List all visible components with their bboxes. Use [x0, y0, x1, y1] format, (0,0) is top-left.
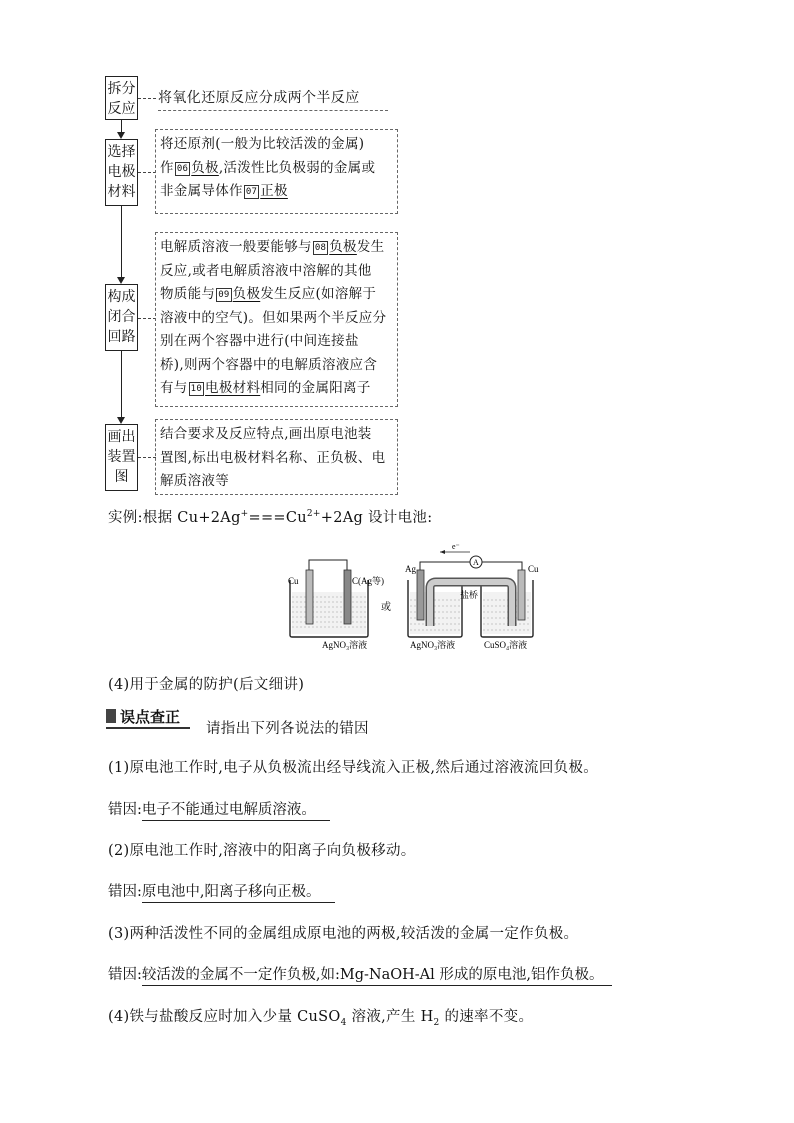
label-agno3-mid: AgNO₃溶液 [410, 640, 456, 650]
error-reason: 电子不能通过电解质溶液。 [142, 802, 330, 821]
arrow-down-icon [117, 277, 125, 284]
label-cu-left: Cu [288, 576, 299, 586]
desc-text-line [160, 180, 393, 204]
error-answer-2 [108, 880, 335, 901]
step-closed-circuit [105, 284, 138, 351]
desc-text-line [160, 236, 393, 260]
label-cu-right: Cu [528, 564, 539, 574]
step-line: 图 [114, 469, 129, 485]
desc-electrode [155, 129, 398, 214]
question-text: (4)铁与盐酸反应时加入少量 CuSO [108, 1009, 341, 1025]
battery-apparatus-diagram [280, 540, 550, 655]
label-electron: e⁻ [452, 542, 460, 551]
step-line: 装置 [107, 449, 136, 465]
flow-connector [121, 351, 122, 417]
example-text: ===Cu [248, 510, 307, 526]
answer-text: 正极 [260, 183, 288, 199]
desc-text: 桥),则两个容器中的电解质溶液应含 [160, 356, 378, 373]
step-line: 构成 [107, 289, 136, 305]
error-reason: 原电池中,阳离子移向正极。 [142, 884, 335, 903]
ammeter-icon: A [473, 558, 479, 567]
superscript: 2+ [306, 509, 321, 520]
desc-text-line [160, 377, 393, 401]
example-line [108, 506, 432, 527]
step-choose-electrode [105, 139, 138, 206]
desc-text: ,活泼性比负极弱的金属或 [218, 159, 376, 176]
desc-text: 电解质溶液一般要能够与 [160, 239, 312, 255]
label-agno3-left: AgNO₃溶液 [322, 640, 368, 650]
blank-number: 09 [218, 290, 230, 300]
desc-text: 发生 [356, 239, 385, 255]
section-marker-icon [106, 709, 116, 723]
desc-text: 非金属导体作 [160, 183, 243, 199]
step-line: 回路 [107, 329, 136, 345]
single-cell-beaker [290, 560, 368, 637]
label-c-ag: C(Ag等) [352, 576, 384, 586]
desc-text: 溶液中的空气)。但如果两个半反应分 [160, 309, 387, 326]
desc-circuit [155, 232, 398, 407]
question-text: 溶液,产生 H [346, 1009, 434, 1025]
step-line: 选择 [107, 144, 136, 160]
error-label: 错因: [108, 884, 142, 900]
flow-connector [138, 457, 156, 458]
desc-text: 置图,标出电极材料名称、正负极、电 [160, 449, 386, 466]
example-text: +2Ag 设计电池: [320, 510, 433, 526]
blank-number: 10 [190, 384, 203, 394]
answer-text: 负极 [329, 239, 357, 255]
step-line: 反应 [107, 101, 136, 117]
desc-text: 有与 [160, 380, 188, 396]
error-answer-3 [108, 963, 612, 984]
flow-connector [138, 172, 156, 173]
error-reason: 较活泼的金属不一定作负极,如:Mg-NaOH-Al 形成的原电池,铝作负极。 [142, 967, 612, 986]
example-text: 实例:根据 Cu+2Ag [108, 510, 241, 526]
section-instruction: 请指出下列各说法的错因 [206, 721, 369, 737]
step-split-reaction [105, 76, 138, 120]
blank-number: 07 [245, 187, 258, 197]
step-line: 电极 [107, 164, 136, 180]
blank-number: 08 [314, 243, 327, 253]
error-answer-1 [108, 798, 330, 819]
answer-text: 负极 [232, 286, 261, 302]
desc-text: 将还原剂(一般为比较活泼的金属) [160, 136, 365, 152]
label-cuso4: CuSO₄溶液 [484, 640, 528, 650]
subscript: 2 [433, 1017, 440, 1028]
step-line: 拆分 [107, 81, 136, 97]
desc-diagram [155, 419, 398, 495]
desc-text: 别在两个容器中进行(中间连接盐 [160, 333, 359, 349]
answer-text: 负极 [191, 159, 219, 176]
error-question-2: (2)原电池工作时,溶液中的阳离子向负极移动。 [108, 843, 416, 859]
error-question-3: (3)两种活泼性不同的金属组成原电池的两极,较活泼的金属一定作负极。 [108, 926, 579, 942]
superscript: + [240, 509, 249, 520]
step-line: 材料 [107, 184, 136, 200]
label-ag: Ag [405, 564, 416, 574]
question-text: 的速率不变。 [439, 1009, 534, 1025]
flow-connector [138, 98, 156, 99]
flow-connector [121, 206, 122, 277]
error-question-4 [108, 1005, 533, 1028]
desc-text: 解质溶液等 [160, 473, 229, 489]
error-question-1: (1)原电池工作时,电子从负极流出经导线流入正极,然后通过溶液流回负极。 [108, 760, 599, 776]
flow-connector [121, 120, 122, 132]
arrow-down-icon [117, 417, 125, 424]
step-draw-diagram [105, 424, 138, 491]
desc-split [158, 88, 388, 111]
error-label: 错因: [108, 802, 142, 818]
desc-text-line [160, 283, 393, 307]
arrow-down-icon [117, 132, 125, 139]
desc-text: 作 [160, 159, 174, 176]
item-4: (4)用于金属的防护(后文细讲) [108, 677, 305, 693]
desc-text: 反应,或者电解质溶液中溶解的其他 [160, 262, 372, 279]
desc-text: 结合要求及反应特点,画出原电池装 [160, 426, 372, 442]
label-salt-bridge: 盐桥 [460, 590, 479, 600]
section-title: 误点查正 [120, 708, 181, 726]
desc-text: 相同的金属阳离子 [260, 380, 371, 396]
desc-text-line [160, 157, 393, 181]
desc-text: 物质能与 [160, 286, 216, 302]
desc-text: 将氧化还原反应分成两个半反应 [158, 90, 360, 106]
flow-connector [138, 318, 156, 319]
label-or: 或 [381, 602, 391, 613]
step-line: 画出 [107, 429, 136, 445]
answer-text: 电极材料 [205, 380, 261, 396]
blank-number: 06 [176, 163, 189, 174]
subscript: 4 [340, 1017, 347, 1028]
error-label: 错因: [108, 967, 142, 983]
desc-text: 发生反应(如溶解于 [260, 286, 377, 302]
step-line: 闭合 [107, 309, 136, 325]
section-underline [106, 727, 190, 729]
